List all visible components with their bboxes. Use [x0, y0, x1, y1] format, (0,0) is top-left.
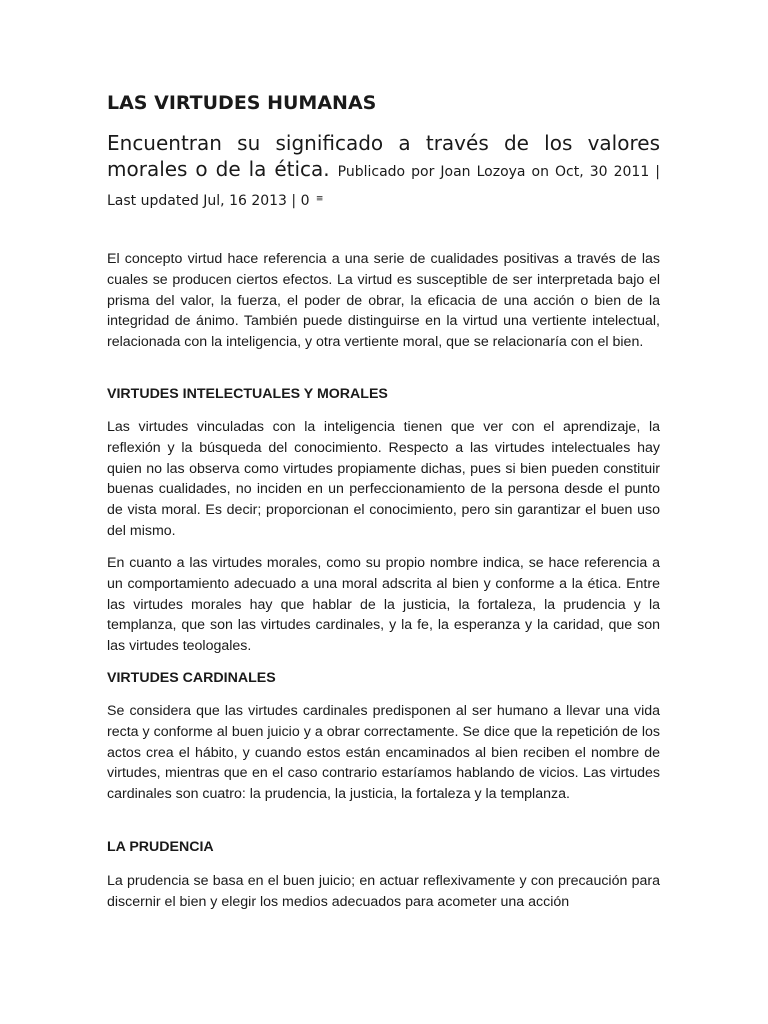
section-heading-cardinales: VIRTUDES CARDINALES	[107, 670, 276, 686]
paragraph-morales: En cuanto a las virtudes morales, como su propio nombre indica, se hace referencia a un comportamiento adecuado a una moral adscrita al bien y conforme a la ética. Entre las virtudes morales hay que hablar de la justicia, la fortaleza, la prudencia y la templanza, que son las virtudes cardinales, y la fe, la esperanza y la caridad, que son las virtudes teologales.	[107, 555, 660, 655]
page-title: LAS VIRTUDES HUMANAS	[107, 92, 377, 114]
subtitle-block	[107, 130, 660, 214]
paragraph-prudencia: La prudencia se basa en el buen juicio; en actuar reflexivamente y con precaución para discernir el bien y elegir los medios adecuados para acometer una acción	[107, 873, 660, 910]
paragraph-intro: El concepto virtud hace referencia a una serie de cualidades positivas a través de las cuales se producen ciertos efectos. La virtud es susceptible de ser interpretada bajo el prisma del valor, la fuerza, el poder de obrar, la eficacia de una acción o bien de la integridad de ánimo. También puede distinguirse en la virtud una vertiente intelectual, relacionada con la inteligencia, y otra vertiente moral, que se relacionaría con el bien.	[107, 251, 660, 351]
section-heading-prudencia: LA PRUDENCIA	[107, 839, 214, 855]
section-heading-intelectuales-morales: VIRTUDES INTELECTUALES Y MORALES	[107, 386, 388, 402]
comment-icon[interactable]: ≡	[315, 194, 324, 204]
subtitle: Encuentran su significado a través de los valores morales o de la ética.	[107, 131, 660, 181]
paragraph-intelectuales: Las virtudes vinculadas con la inteligencia tienen que ver con el aprendizaje, la reflexión y la búsqueda del conocimiento. Respecto a las virtudes intelectuales hay quien no las observa como virtudes propiamente dichas, pues si bien pueden constituir buenas cualidades, no inciden en un perfeccionamiento de la persona desde el punto de vista moral. Es decir; proporcionan el conocimiento, pero sin garantizar el buen uso del mismo.	[107, 419, 660, 539]
publication-meta: Publicado por Joan Lozoya on Oct, 30 2011 | Last updated Jul, 16 2013 | 0	[107, 164, 661, 209]
paragraph-cardinales: Se considera que las virtudes cardinales predisponen al ser humano a llevar una vida recta y conforme al buen juicio y a obrar correctamente. Se dice que la repetición de los actos crea el hábito, y cuando estos están encaminados al bien reciben el nombre de virtudes, mientras que en el caso contrario estaríamos hablando de vicios. Las virtudes cardinales son cuatro: la prudencia, la justicia, la fortaleza y la templanza.	[107, 703, 660, 803]
